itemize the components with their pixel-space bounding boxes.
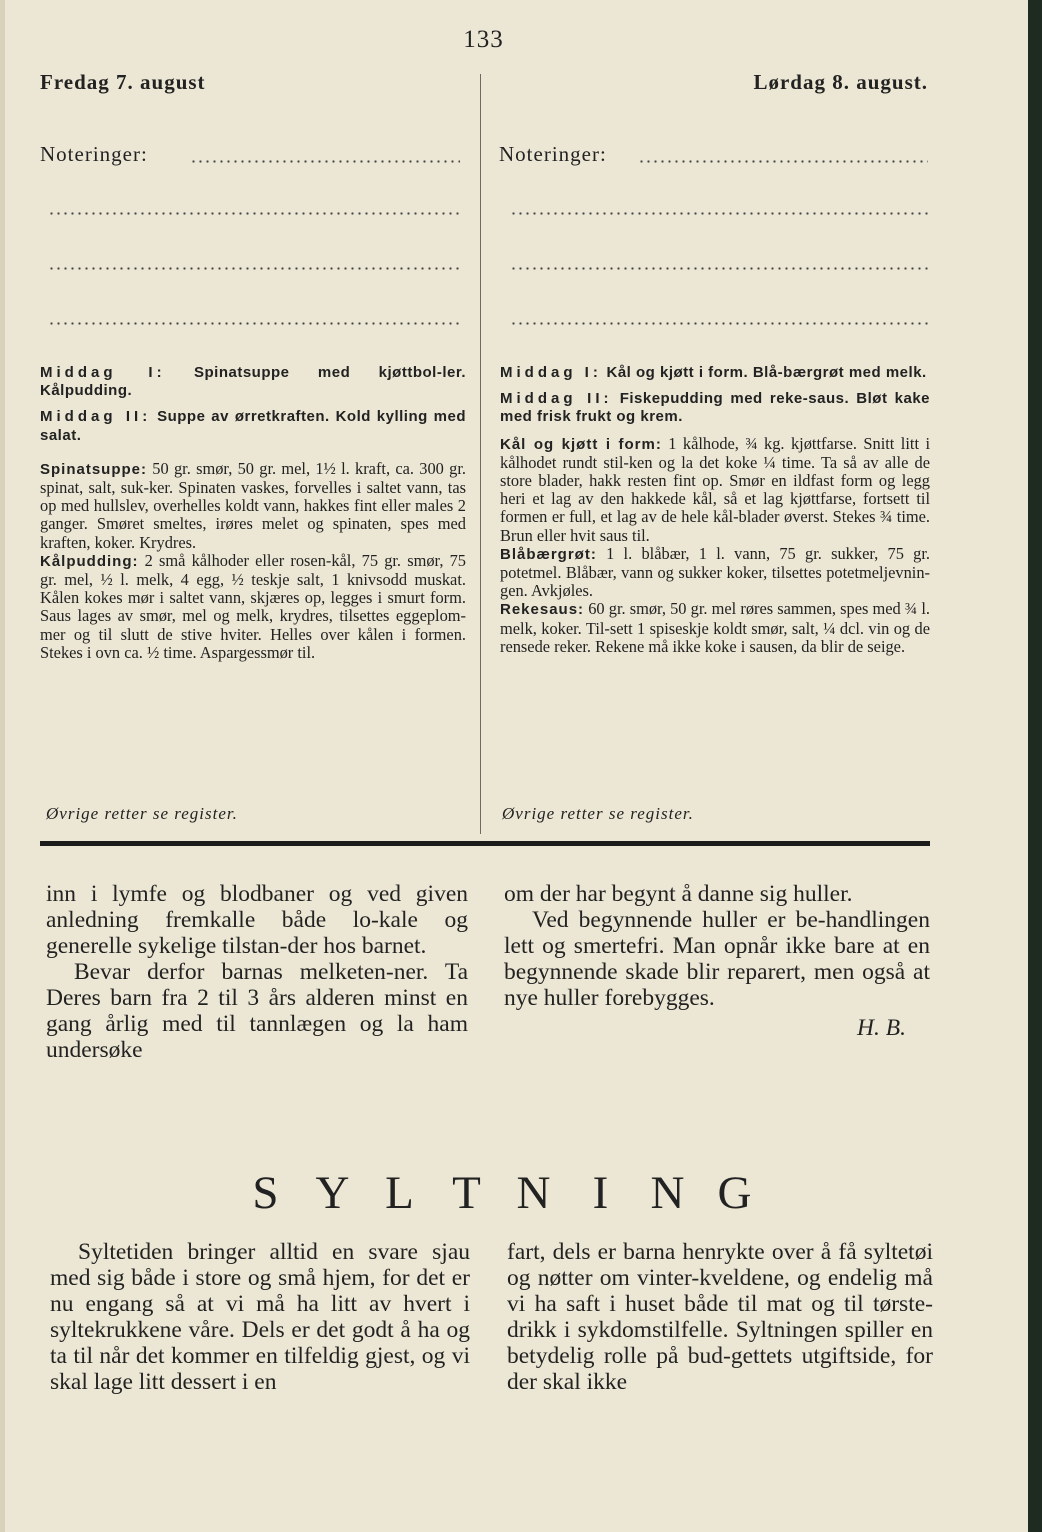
title-letter: Y [315, 1167, 350, 1219]
notes-dots-right-2 [510, 212, 928, 215]
recipe-rekesaus: Rekesaus: 60 gr. smør, 50 gr. mel røres sammen, spes med ¾ l. melk, koker. Til-sett 1 spiseskje koldt smør, salt, ¼ dcl. vin og de rensede reker. Rekene må ikke koke i sausen, da blir de seige. [500, 599, 930, 656]
notes-label-right: Noteringer: [499, 142, 607, 166]
meal-2-right: Middag II: Fiskepudding med reke-saus. Bløt kake med frisk frukt og krem. [500, 390, 931, 426]
day-heading-right: Lørdag 8. august. [753, 70, 928, 94]
recipe-blabaergrot: Blåbærgrøt: 1 l. blåbær, 1 l. vann, 75 gr. sukker, 75 gr. potetmel. Blåbær, vann og sukker koker, tilsettes potetmeljevnin-gen. Avkjøles. [500, 543, 930, 601]
notes-dots-right-3 [510, 267, 928, 270]
notes-label-left: Noteringer: [40, 142, 148, 166]
recipes-right [500, 364, 930, 656]
title-letter: N [516, 1167, 551, 1219]
page-left-edge [0, 0, 5, 1532]
ovrige-retter-left: Øvrige retter se register. [46, 804, 238, 823]
article-teeth-left [46, 881, 468, 1063]
recipe-spinatsuppe: Spinatsuppe: 50 gr. smør, 50 gr. mel, 1½ l. kraft, ca. 300 gr. spinat, salt, suk-ker. Spinaten vaskes, forvelles i saltet vann, tas op med hullslev, overhelles koldt vann, hakkes fint eller males 2 ganger. Smøret smeltes, irøres melet og spinaten, spes med kraften, koker. Krydres. [40, 458, 466, 552]
page-right-edge [1028, 0, 1042, 1532]
meal-2-left: Middag II: Suppe av ørretkraften. Kold kylling med salat. [40, 408, 466, 444]
day-heading-left: Fredag 7. august [40, 70, 206, 94]
title-letter: T [452, 1167, 481, 1219]
article-teeth-left-p2: Bevar derfor barnas melketen-ner. Ta Deres barn fra 2 til 3 års alderen minst en gang årlig med til tannlægen og la ham undersøke [46, 959, 468, 1063]
title-letter: N [650, 1167, 685, 1219]
section-rule [40, 841, 930, 846]
article-teeth-right-p1: om der har begynt å danne sig huller. [504, 881, 853, 907]
article-syltning-left-p: Syltetiden bringer alltid en svare sjau med sig både i store og små hjem, for det er nu engang så at vi må ha litt av hvert i syltekrukkene våre. Dels er det godt å ha og ta til når det kommer en tilfeldig gjest, og vi skal lage litt dessert i en [50, 1239, 470, 1395]
notes-dots-left-2 [48, 212, 460, 215]
article-syltning-left [50, 1239, 470, 1395]
notes-dots-right-1 [638, 160, 928, 163]
page-number: 133 [463, 26, 504, 53]
notes-dots-left-1 [190, 160, 460, 163]
article-teeth-right [504, 881, 930, 1041]
column-divider [480, 74, 481, 834]
recipes-left [40, 364, 466, 662]
article-signature: H. B. [857, 1015, 906, 1041]
notes-dots-left-4 [48, 322, 460, 325]
article-teeth-right-p2: Ved begynnende huller er be-handlingen lett og smertefri. Man opnår ikke bare at en begynnende skade blir reparert, men også at nye huller forebygges. [504, 907, 930, 1011]
title-letter: I [592, 1167, 609, 1219]
notes-dots-right-4 [510, 322, 928, 325]
ovrige-retter-right: Øvrige retter se register. [502, 804, 694, 823]
syltning-title [0, 1166, 1000, 1220]
title-letter: G [717, 1167, 752, 1219]
meal-1-right: Middag I: Kål og kjøtt i form. Blå-bærgrøt med melk. [500, 364, 927, 381]
meal-1-left: Middag I: Spinatsuppe med kjøttbol-ler. Kålpudding. [40, 364, 467, 400]
article-syltning-right [507, 1239, 933, 1395]
recipe-kalpudding: Kålpudding: 2 små kålhoder eller rosen-kål, 75 gr. smør, 75 gr. mel, ½ l. melk, 4 egg, ½ teskje salt, 1 knivsodd muskat. Kålen kokes mør i saltet vann, skjæres op, legges i smurt form. Saus lages av smør, mel og melk, krydres, tilsettes eggeplom-mer og til slutt de stive hviter. Helles over kålen i formen. Stekes i ovn ca. ½ time. Aspargessmør til. [40, 550, 466, 662]
article-teeth-left-p1: inn i lymfe og blodbaner og ved given anledning fremkalle både lo-kale og generelle sykelige tilstan-der hos barnet. [46, 881, 468, 959]
title-letter: S [252, 1167, 279, 1219]
article-syltning-right-p: fart, dels er barna henrykte over å få syltetøi og nøtter om vinter-kveldene, og endelig må vi ha saft i huset både til mat og til tørste-drikk i sykdomstilfelle. Syltningen spiller en betydelig rolle på bud-gettets utgiftside, for der skal ikke [507, 1239, 933, 1395]
notes-dots-left-3 [48, 267, 460, 270]
title-letter: L [385, 1167, 414, 1219]
recipe-kal-og-kjott: Kål og kjøtt i form: 1 kålhode, ¾ kg. kjøttfarse. Snitt litt i kålhodet rundt stil-ken og la det koke ¼ time. Ta så av alle de store blader, hakk resten fint op. Smør en ildfast form og legg heri et lag av den hakkede kål, så et lag kjøttfarse, fortsett til formen er full, et lag av de hele kål-blader øverst. Stekes ¾ time. Brun eller hvit saus til. [500, 433, 930, 545]
